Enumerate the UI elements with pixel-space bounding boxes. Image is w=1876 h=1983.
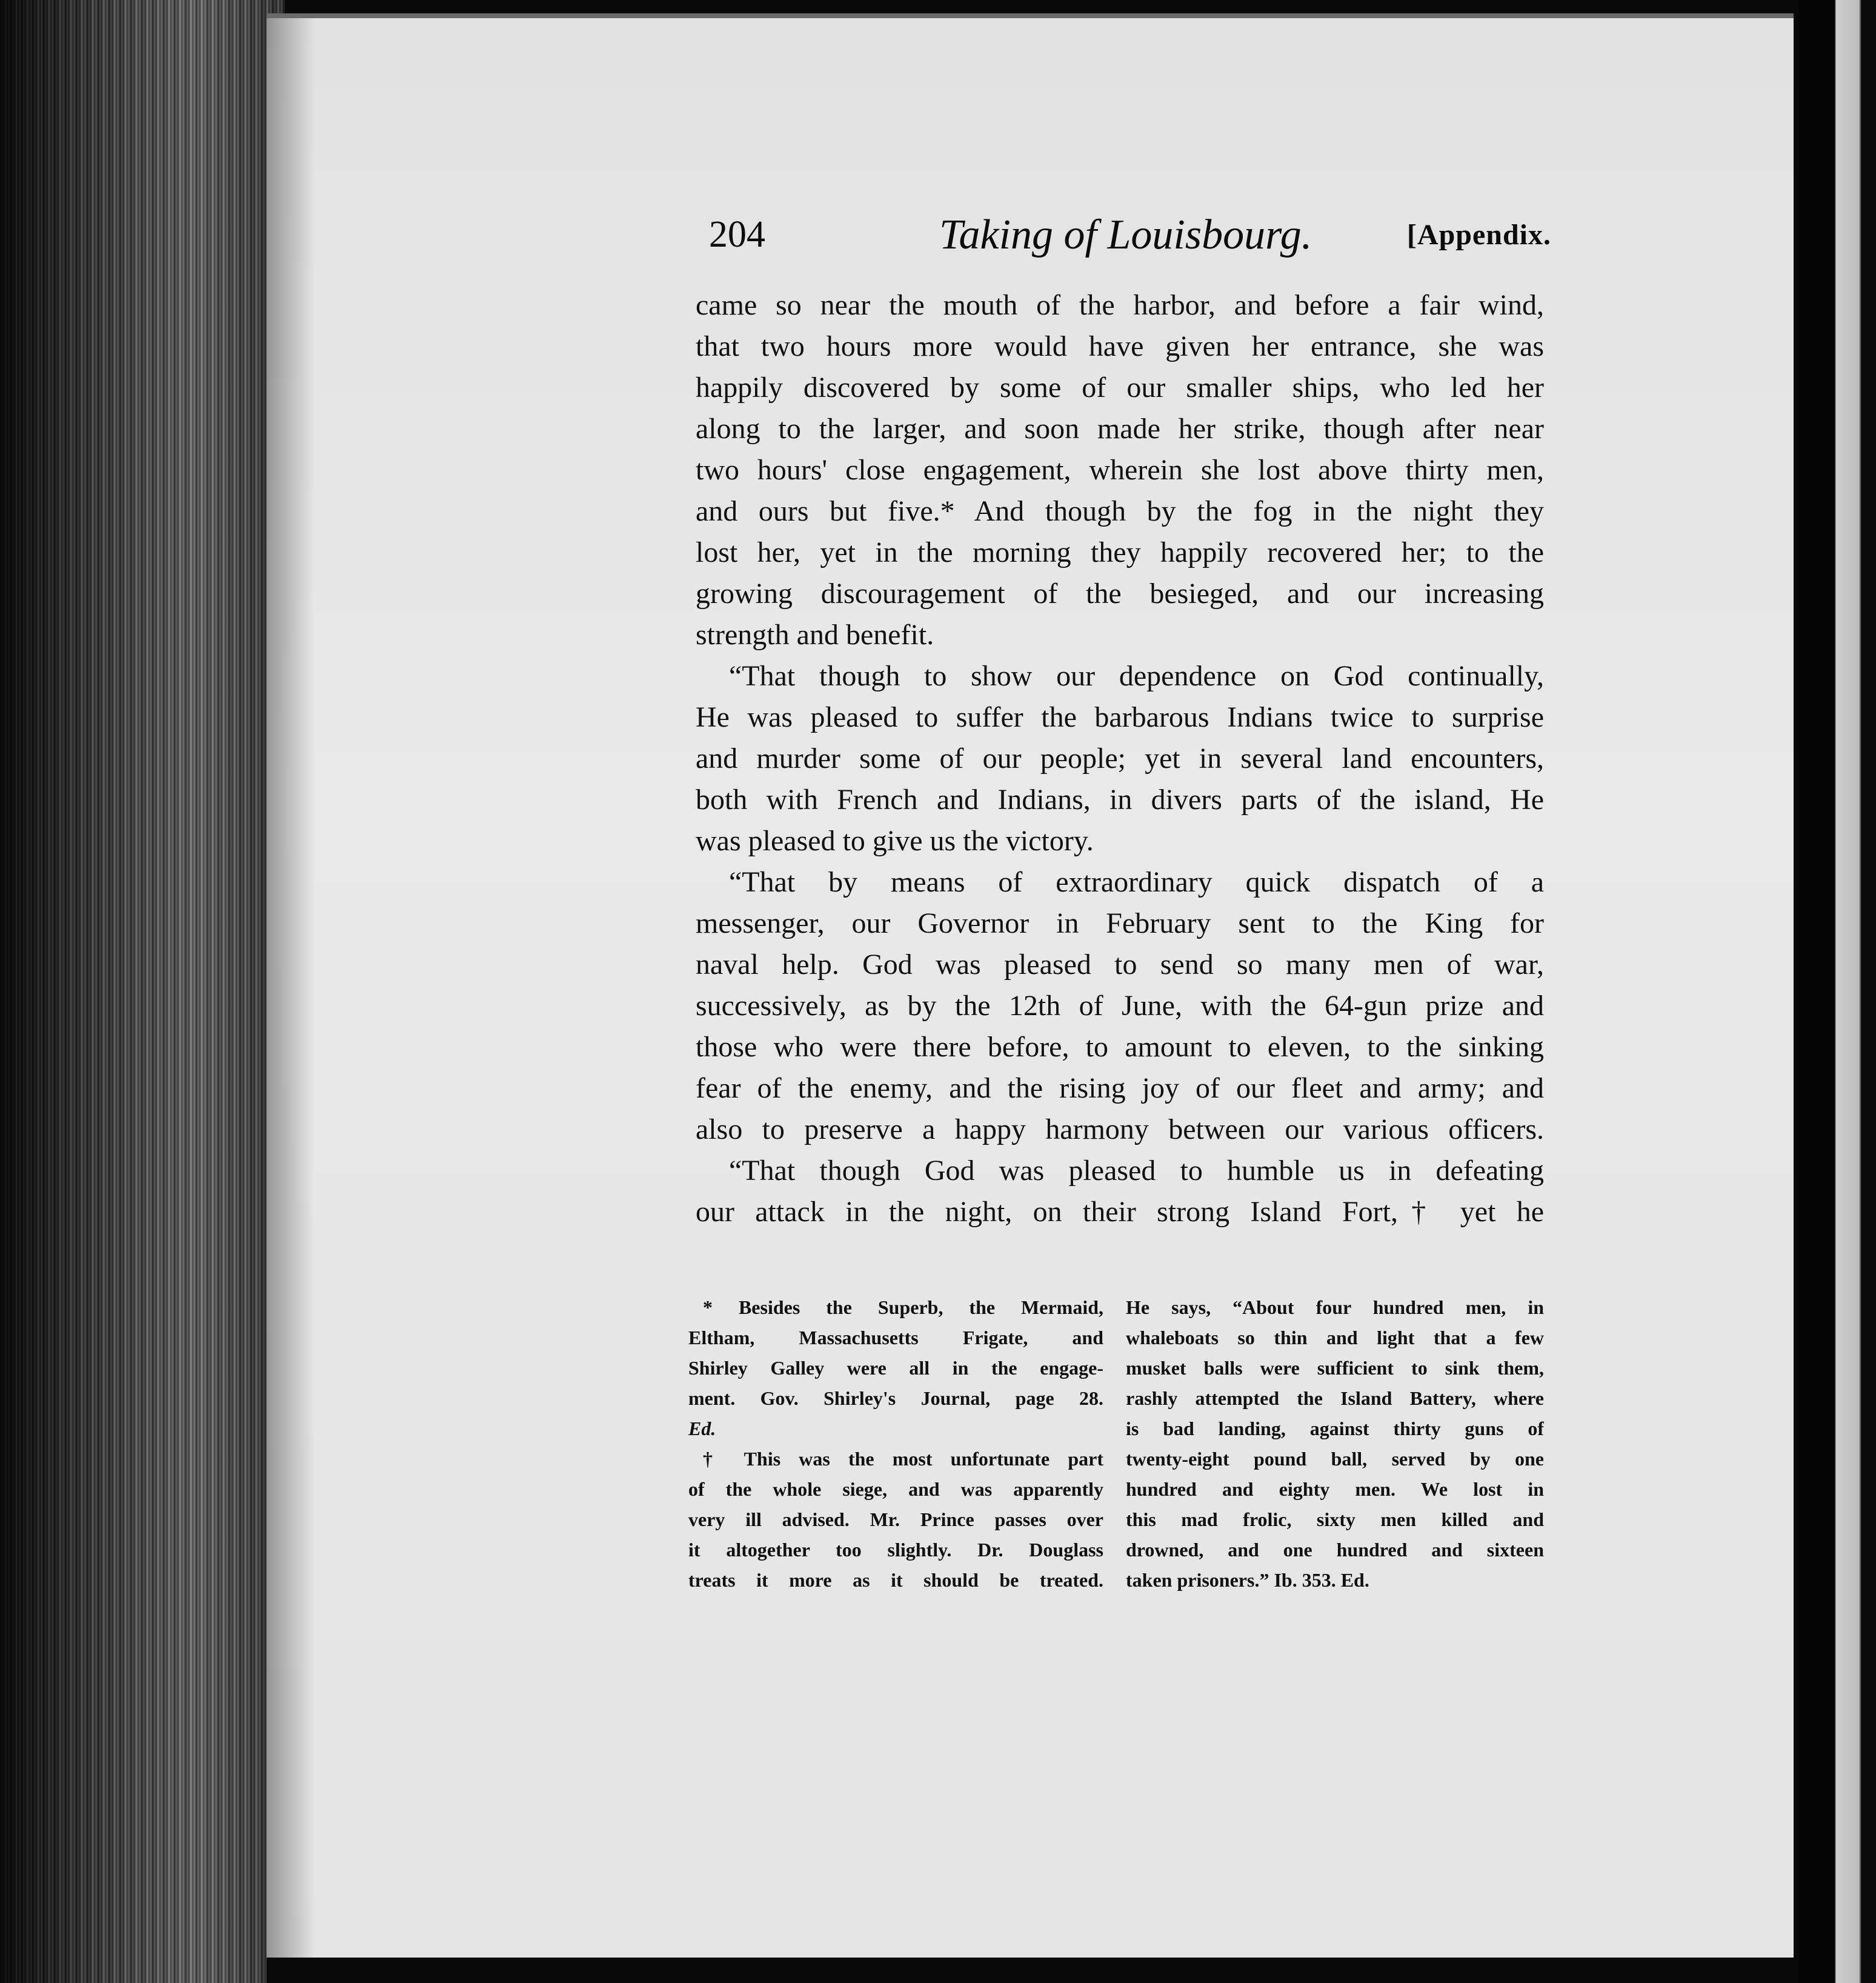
footnote-line: Eltham, Massachusetts Frigate, and	[688, 1327, 1103, 1348]
footnote-line: Ed.	[688, 1418, 716, 1439]
footnotes-left-column	[688, 1292, 1103, 1595]
footnote-line: ment. Gov. Shirley's Journal, page 28.	[688, 1387, 1103, 1409]
footnote-line: hundred and eighty men. We lost in	[1126, 1478, 1544, 1500]
footnote-line: rashly attempted the Island Battery, where	[1126, 1387, 1544, 1409]
body-line: messenger, our Governor in February sent to the King for	[696, 907, 1544, 939]
body-line: fear of the enemy, and the rising joy of our fleet and army; and	[696, 1072, 1544, 1104]
footnote-line: Shirley Galley were all in the engage-	[688, 1357, 1103, 1379]
book-fore-edge	[0, 0, 285, 1983]
footnote-line: this mad frolic, sixty men killed and	[1126, 1508, 1544, 1530]
body-line: lost her, yet in the morning they happily recovered her; to the	[696, 536, 1544, 568]
footnote-line: musket balls were sufficient to sink them,	[1126, 1357, 1544, 1379]
body-line: along to the larger, and soon made her strike, though after near	[696, 413, 1544, 445]
body-line: strength and benefit.	[696, 619, 934, 651]
footnote-line: * Besides the Superb, the Mermaid,	[703, 1296, 1103, 1318]
page-number: 204	[709, 214, 765, 255]
body-line: both with French and Indians, in divers parts of the island, He	[696, 784, 1544, 816]
body-line: two hours' close engagement, wherein she lost above thirty men,	[696, 454, 1544, 486]
footnote-line: it altogether too slightly. Dr. Douglass	[688, 1539, 1103, 1561]
section-mark: [Appendix.	[1406, 219, 1551, 251]
body-line: came so near the mouth of the harbor, and before a fair wind,	[696, 289, 1544, 321]
body-line: “That though God was pleased to humble us in defeating	[729, 1155, 1544, 1187]
footnote-line: whaleboats so thin and light that a few	[1126, 1327, 1544, 1348]
body-line: happily discovered by some of our smaller ships, who led her	[696, 372, 1544, 404]
footnote-line: twenty-eight pound ball, served by one	[1126, 1448, 1544, 1470]
footnote-line: He says, “About four hundred men, in	[1126, 1296, 1544, 1318]
body-text	[696, 285, 1544, 1233]
adjacent-page-edge	[1798, 0, 1876, 1983]
body-line: growing discouragement of the besieged, and our increasing	[696, 578, 1544, 610]
body-line: successively, as by the 12th of June, with the 64-gun prize and	[696, 990, 1544, 1022]
running-title: Taking of Louisbourg.	[939, 212, 1312, 258]
footnote-line: taken prisoners.” Ib. 353. Ed.	[1126, 1569, 1369, 1591]
body-line: that two hours more would have given her entrance, she was	[696, 330, 1544, 362]
footnote-line: very ill advised. Mr. Prince passes over	[688, 1508, 1103, 1530]
footnote-line: is bad landing, against thirty guns of	[1126, 1418, 1544, 1439]
footnote-line: † This was the most unfortunate part	[703, 1448, 1103, 1470]
body-line: also to preserve a happy harmony between our various officers.	[696, 1113, 1544, 1145]
body-line: and murder some of our people; yet in several land encounters,	[696, 742, 1544, 775]
footnote-line: of the whole siege, and was apparently	[688, 1478, 1103, 1500]
body-line: and ours but five.* And though by the fog in the night they	[696, 495, 1544, 527]
body-line: He was pleased to suffer the barbarous Indians twice to surprise	[696, 701, 1544, 733]
body-line: “That by means of extraordinary quick dispatch of a	[729, 866, 1544, 898]
footnotes-right-column	[1126, 1292, 1544, 1595]
body-line: our attack in the night, on their strong Island Fort,† yet he	[696, 1196, 1544, 1228]
body-line: those who were there before, to amount to eleven, to the sinking	[696, 1031, 1544, 1063]
footnote-line: drowned, and one hundred and sixteen	[1126, 1539, 1544, 1561]
body-line: naval help. God was pleased to send so many men of war,	[696, 948, 1544, 981]
running-head	[709, 213, 1557, 268]
body-line: “That though to show our dependence on God continually,	[729, 660, 1544, 692]
footnote-line: treats it more as it should be treated.	[688, 1569, 1103, 1591]
body-line: was pleased to give us the victory.	[696, 825, 1094, 857]
